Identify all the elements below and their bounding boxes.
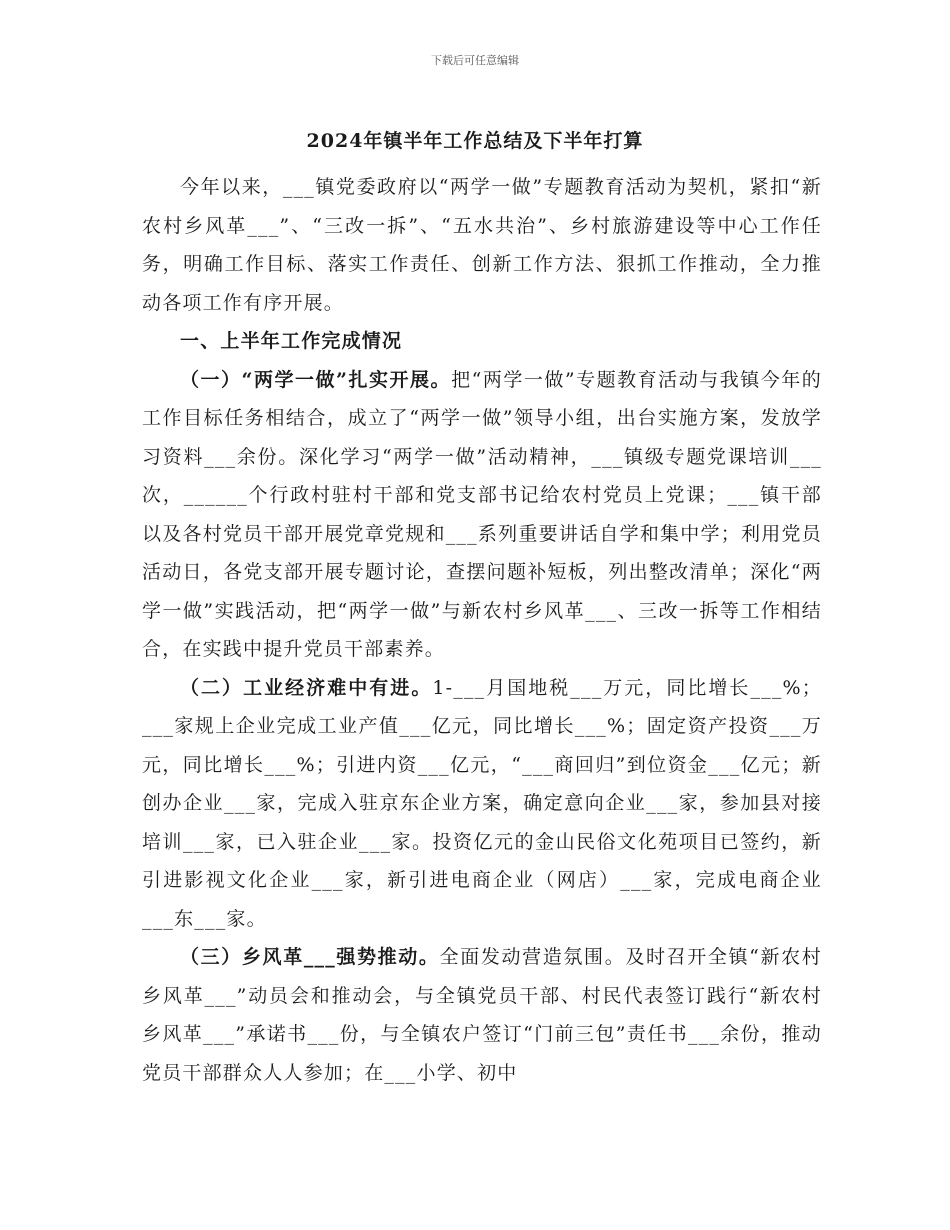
paragraph-two bbox=[142, 669, 822, 939]
document-title: 2024年镇半年工作总结及下半年打算 bbox=[306, 130, 644, 152]
paragraph-one-text: 把“两学一做”专题教育活动与我镇今年的工作目标任务相结合，成立了“两学一做”领导小组，出台实施方案，发放学习资料___余份。深化学习“两学一做”活动精神，___镇级专题党课培训___次，______个行政村驻村干部和党支部书记给农村党员上党课；___镇干部以及各村党员干部开展党章党规和___系列重要讲话自学和集中学；利用党员活动日，各党支部开展专题讨论，查摆问题补短板，列出整改清单；深化“两学一做”实践活动，把“两学一做”与新农村乡风革___、三改一拆等工作相结合，在实践中提升党员干部素养。 bbox=[142, 368, 822, 660]
header-note: 下载后可任意编辑 bbox=[431, 54, 519, 67]
paragraph-three-lead: （三）乡风革___强势推动。 bbox=[180, 946, 440, 968]
paragraph-three bbox=[142, 938, 822, 1092]
paragraph-one bbox=[142, 361, 822, 669]
paragraph-one-lead: （一）“两学一做”扎实开展。 bbox=[180, 368, 452, 391]
paragraph-two-lead: （二）工业经济难中有进。 bbox=[180, 676, 433, 699]
document-body bbox=[142, 168, 822, 1092]
section-heading: 一、上半年工作完成情况 bbox=[180, 330, 403, 352]
intro-paragraph: 今年以来，___镇党委政府以“两学一做”专题教育活动为契机，紧扣“新农村乡风革___”、“三改一拆”、“五水共治”、乡村旅游建设等中心工作任务，明确工作目标、落实工作责任、创新工作方法、狠抓工作推动，全力推动各项工作有序开展。 bbox=[142, 176, 822, 314]
paragraph-three-text: 全面发动营造氛围。及时召开全镇“新农村乡风革___”动员会和推动会，与全镇党员干部、村民代表签订践行“新农村乡风革___”承诺书___份，与全镇农户签订“门前三包”责任书___余份，推动党员干部群众人人参加；在___小学、初中 bbox=[142, 946, 822, 1084]
paragraph-two-text: 1-___月国地税___万元，同比增长___%；___家规上企业完成工业产值___亿元，同比增长___%；固定资产投资___万元，同比增长___%；引进内资___亿元，“___商回归”到位资金___亿元；新创办企业___家，完成入驻京东企业方案，确定意向企业___家，参加县对接培训___家，已入驻企业___家。投资亿元的金山民俗文化苑项目已签约，新引进影视文化企业___家，新引进电商企业（网店）___家，完成电商企业___东___家。 bbox=[142, 676, 822, 930]
